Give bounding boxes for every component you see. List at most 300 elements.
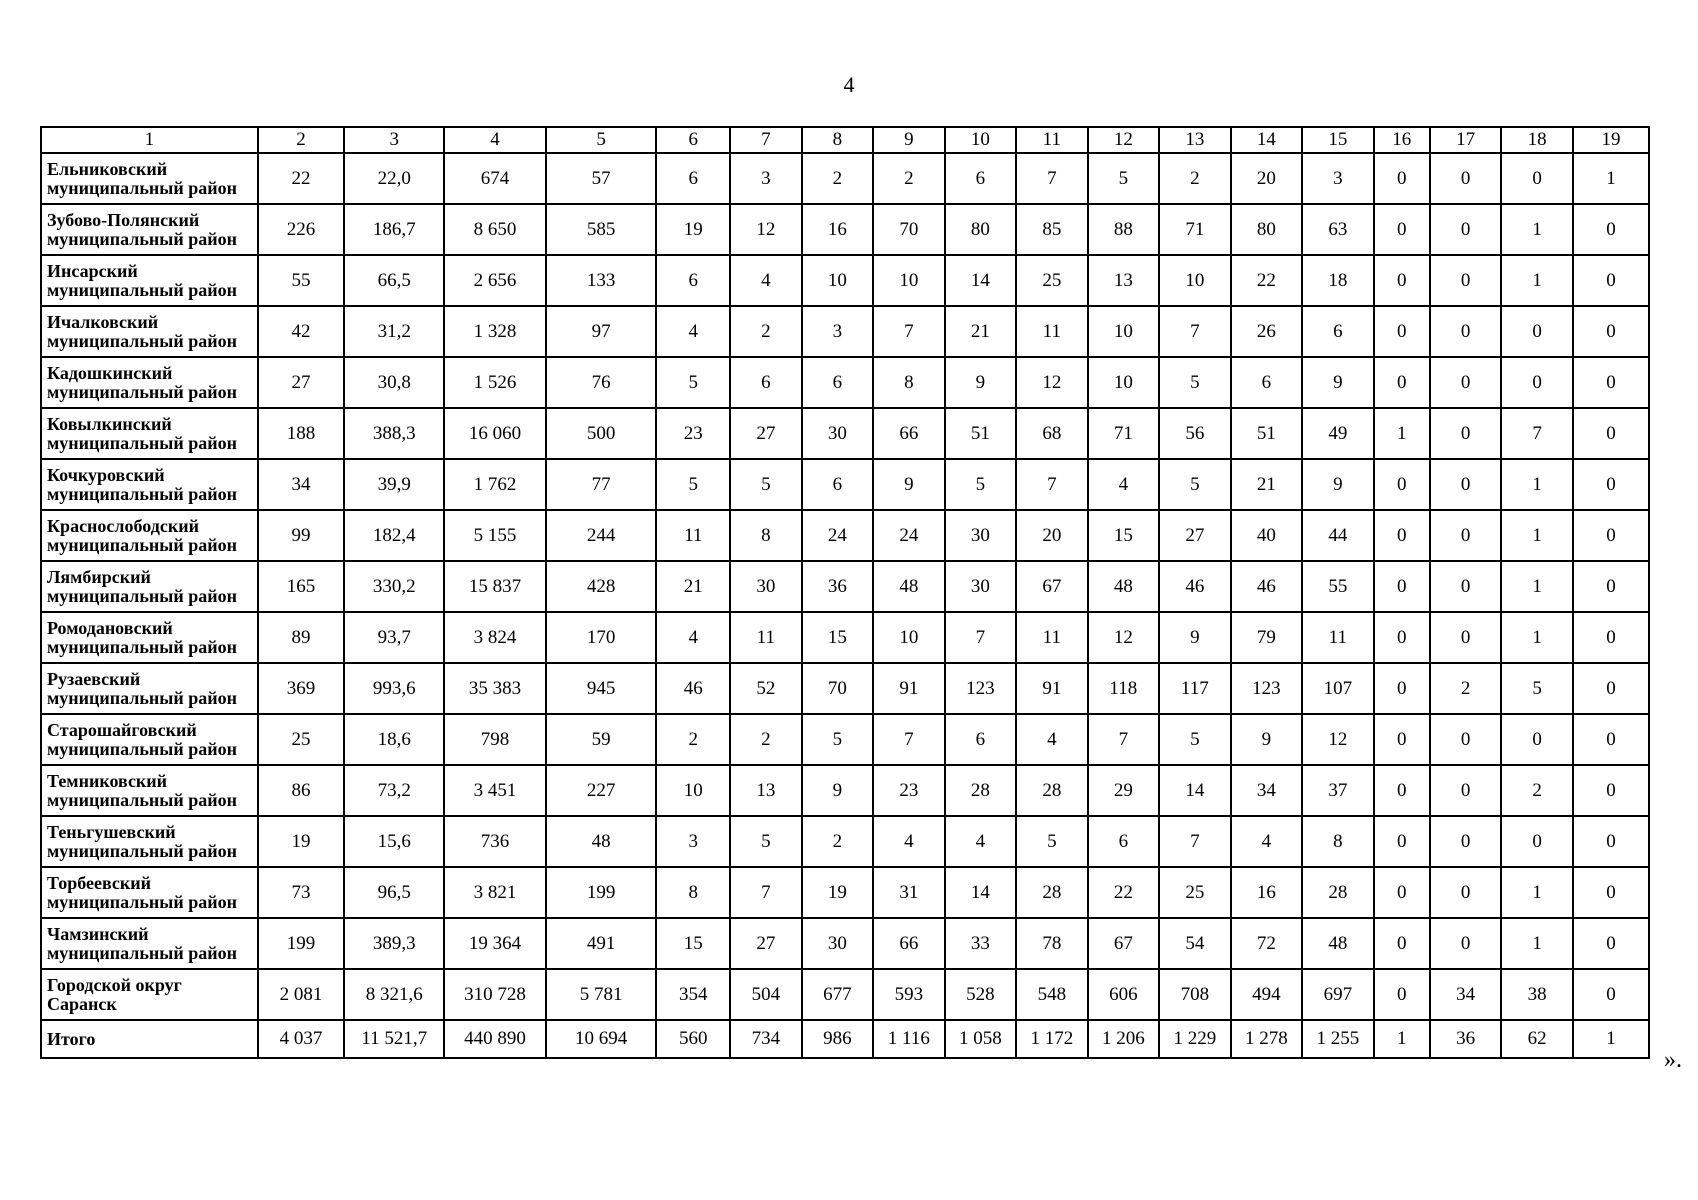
- table-cell-col-8: 5: [802, 714, 874, 765]
- district-name-line1: Лямбирский: [47, 566, 151, 587]
- table-cell-col-19: 0: [1573, 918, 1649, 969]
- table-cell-col-10: 6: [945, 153, 1017, 204]
- total-cell-col-11: 1 172: [1016, 1020, 1088, 1058]
- table-cell-col-2: 188: [258, 408, 345, 459]
- table-cell-col-12: 5: [1088, 153, 1160, 204]
- table-cell-col-4: 1 328: [444, 306, 546, 357]
- table-cell-col-19: 0: [1573, 357, 1649, 408]
- column-header-7: 7: [730, 127, 802, 153]
- table-cell-col-8: 19: [802, 867, 874, 918]
- table-cell-col-18: 0: [1501, 153, 1573, 204]
- column-header-4: 4: [444, 127, 546, 153]
- district-name-cell: [41, 714, 258, 765]
- district-name-line2: муниципальный район: [47, 840, 237, 861]
- table-cell-col-8: 2: [802, 816, 874, 867]
- table-cell-col-14: 123: [1231, 663, 1303, 714]
- table-row: [41, 510, 1649, 561]
- table-cell-col-15: 6: [1302, 306, 1374, 357]
- table-cell-col-8: 70: [802, 663, 874, 714]
- total-cell-col-12: 1 206: [1088, 1020, 1160, 1058]
- table-cell-col-13: 56: [1159, 408, 1231, 459]
- table-cell-col-8: 10: [802, 255, 874, 306]
- table-cell-col-15: 55: [1302, 561, 1374, 612]
- table-cell-col-12: 71: [1088, 408, 1160, 459]
- table-cell-col-10: 528: [945, 969, 1017, 1020]
- table-cell-col-8: 6: [802, 459, 874, 510]
- table-cell-col-5: 5 781: [546, 969, 657, 1020]
- total-cell-col-15: 1 255: [1302, 1020, 1374, 1058]
- district-name-cell: [41, 306, 258, 357]
- table-cell-col-5: 48: [546, 816, 657, 867]
- table-cell-col-16: 0: [1374, 765, 1430, 816]
- table-cell-col-18: 2: [1501, 765, 1573, 816]
- district-name-line1: Кадошкинский: [47, 362, 173, 383]
- district-name-line1: Старошайговский: [47, 719, 197, 740]
- column-header-11: 11: [1016, 127, 1088, 153]
- district-name-line2: муниципальный район: [47, 891, 237, 912]
- table-cell-col-16: 0: [1374, 714, 1430, 765]
- table-cell-col-16: 0: [1374, 663, 1430, 714]
- district-name-line2: муниципальный район: [47, 330, 237, 351]
- total-cell-col-14: 1 278: [1231, 1020, 1303, 1058]
- table-cell-col-7: 30: [730, 561, 802, 612]
- table-cell-col-12: 88: [1088, 204, 1160, 255]
- table-cell-col-18: 1: [1501, 459, 1573, 510]
- table-cell-col-10: 6: [945, 714, 1017, 765]
- district-name-line1: Инсарский: [47, 260, 138, 281]
- table-cell-col-14: 51: [1231, 408, 1303, 459]
- table-cell-col-16: 0: [1374, 816, 1430, 867]
- district-name-line1: Ромодановский: [47, 617, 173, 638]
- table-cell-col-9: 91: [873, 663, 945, 714]
- table-cell-col-19: 0: [1573, 969, 1649, 1020]
- table-cell-col-3: 96,5: [344, 867, 444, 918]
- table-cell-col-7: 7: [730, 867, 802, 918]
- table-cell-col-4: 674: [444, 153, 546, 204]
- table-cell-col-11: 12: [1016, 357, 1088, 408]
- table-cell-col-10: 51: [945, 408, 1017, 459]
- table-cell-col-7: 5: [730, 459, 802, 510]
- table-cell-col-9: 2: [873, 153, 945, 204]
- table-cell-col-3: 39,9: [344, 459, 444, 510]
- table-cell-col-18: 0: [1501, 357, 1573, 408]
- column-header-15: 15: [1302, 127, 1374, 153]
- table-cell-col-17: 34: [1430, 969, 1502, 1020]
- table-cell-col-19: 0: [1573, 816, 1649, 867]
- table-cell-col-19: 0: [1573, 459, 1649, 510]
- table-cell-col-15: 107: [1302, 663, 1374, 714]
- table-cell-col-4: 3 451: [444, 765, 546, 816]
- table-cell-col-8: 36: [802, 561, 874, 612]
- total-cell-col-7: 734: [730, 1020, 802, 1058]
- table-cell-col-16: 0: [1374, 153, 1430, 204]
- table-cell-col-14: 20: [1231, 153, 1303, 204]
- table-cell-col-6: 6: [656, 153, 730, 204]
- table-cell-col-4: 5 155: [444, 510, 546, 561]
- table-cell-col-17: 0: [1430, 765, 1502, 816]
- table-cell-col-9: 48: [873, 561, 945, 612]
- district-name-line2: муниципальный район: [47, 585, 237, 606]
- table-cell-col-12: 13: [1088, 255, 1160, 306]
- table-cell-col-10: 21: [945, 306, 1017, 357]
- table-cell-col-13: 5: [1159, 714, 1231, 765]
- table-cell-col-6: 19: [656, 204, 730, 255]
- table-cell-col-16: 0: [1374, 459, 1430, 510]
- table-cell-col-7: 13: [730, 765, 802, 816]
- table-cell-col-19: 0: [1573, 867, 1649, 918]
- table-cell-col-2: 369: [258, 663, 345, 714]
- table-cell-col-2: 73: [258, 867, 345, 918]
- district-name-line2: муниципальный район: [47, 483, 237, 504]
- table-cell-col-9: 7: [873, 714, 945, 765]
- table-cell-col-15: 44: [1302, 510, 1374, 561]
- table-cell-col-6: 11: [656, 510, 730, 561]
- table-cell-col-17: 0: [1430, 816, 1502, 867]
- table-cell-col-19: 0: [1573, 714, 1649, 765]
- column-header-18: 18: [1501, 127, 1573, 153]
- table-cell-col-3: 389,3: [344, 918, 444, 969]
- table-cell-col-7: 12: [730, 204, 802, 255]
- column-header-8: 8: [802, 127, 874, 153]
- table-cell-col-11: 11: [1016, 306, 1088, 357]
- table-cell-col-12: 118: [1088, 663, 1160, 714]
- table-cell-col-8: 6: [802, 357, 874, 408]
- table-cell-col-6: 15: [656, 918, 730, 969]
- table-cell-col-9: 31: [873, 867, 945, 918]
- district-name-cell: [41, 204, 258, 255]
- table-cell-col-2: 22: [258, 153, 345, 204]
- table-cell-col-16: 1: [1374, 408, 1430, 459]
- table-cell-col-11: 11: [1016, 612, 1088, 663]
- district-name-line2: муниципальный район: [47, 177, 237, 198]
- table-cell-col-12: 67: [1088, 918, 1160, 969]
- table-cell-col-15: 9: [1302, 357, 1374, 408]
- table-cell-col-8: 15: [802, 612, 874, 663]
- total-label-cell: Итого: [41, 1020, 258, 1058]
- table-cell-col-10: 123: [945, 663, 1017, 714]
- table-cell-col-3: 993,6: [344, 663, 444, 714]
- table-row: [41, 204, 1649, 255]
- column-header-13: 13: [1159, 127, 1231, 153]
- district-name-line1: Городской округ: [47, 974, 182, 995]
- district-name-cell: [41, 510, 258, 561]
- table-cell-col-7: 6: [730, 357, 802, 408]
- table-cell-col-9: 66: [873, 918, 945, 969]
- table-cell-col-3: 15,6: [344, 816, 444, 867]
- district-name-line1: Торбеевский: [47, 872, 151, 893]
- table-cell-col-10: 30: [945, 510, 1017, 561]
- table-row: [41, 663, 1649, 714]
- table-cell-col-9: 10: [873, 255, 945, 306]
- district-name-line1: Краснослободский: [47, 515, 199, 536]
- table-cell-col-8: 30: [802, 918, 874, 969]
- table-cell-col-11: 548: [1016, 969, 1088, 1020]
- table-cell-col-18: 1: [1501, 561, 1573, 612]
- table-cell-col-18: 1: [1501, 510, 1573, 561]
- column-header-6: 6: [656, 127, 730, 153]
- district-name-line1: Кочкуровский: [47, 464, 165, 485]
- table-cell-col-17: 0: [1430, 204, 1502, 255]
- table-cell-col-3: 22,0: [344, 153, 444, 204]
- district-name-line1: Рузаевский: [47, 668, 141, 689]
- district-name-line2: муниципальный район: [47, 381, 237, 402]
- table-cell-col-4: 3 824: [444, 612, 546, 663]
- table-cell-col-19: 0: [1573, 306, 1649, 357]
- table-cell-col-11: 5: [1016, 816, 1088, 867]
- table-cell-col-9: 7: [873, 306, 945, 357]
- table-row: [41, 561, 1649, 612]
- table-cell-col-9: 8: [873, 357, 945, 408]
- table-cell-col-8: 3: [802, 306, 874, 357]
- table-cell-col-13: 25: [1159, 867, 1231, 918]
- table-cell-col-10: 4: [945, 816, 1017, 867]
- table-cell-col-14: 26: [1231, 306, 1303, 357]
- table-header-row: [41, 127, 1649, 153]
- table-cell-col-15: 697: [1302, 969, 1374, 1020]
- district-name-line1: Ковылкинский: [47, 413, 172, 434]
- table-cell-col-2: 55: [258, 255, 345, 306]
- table-cell-col-5: 199: [546, 867, 657, 918]
- table-cell-col-16: 0: [1374, 306, 1430, 357]
- column-header-16: 16: [1374, 127, 1430, 153]
- table-cell-col-3: 18,6: [344, 714, 444, 765]
- table-cell-col-6: 8: [656, 867, 730, 918]
- table-cell-col-6: 10: [656, 765, 730, 816]
- table-cell-col-13: 14: [1159, 765, 1231, 816]
- total-cell-col-2: 4 037: [258, 1020, 345, 1058]
- table-cell-col-11: 28: [1016, 867, 1088, 918]
- table-cell-col-15: 3: [1302, 153, 1374, 204]
- table-cell-col-17: 0: [1430, 918, 1502, 969]
- table-cell-col-10: 7: [945, 612, 1017, 663]
- table-cell-col-17: 0: [1430, 561, 1502, 612]
- table-cell-col-6: 4: [656, 306, 730, 357]
- table-cell-col-3: 388,3: [344, 408, 444, 459]
- table-cell-col-16: 0: [1374, 969, 1430, 1020]
- table-cell-col-15: 28: [1302, 867, 1374, 918]
- table-cell-col-7: 2: [730, 714, 802, 765]
- table-cell-col-19: 0: [1573, 612, 1649, 663]
- table-cell-col-11: 4: [1016, 714, 1088, 765]
- district-name-cell: [41, 153, 258, 204]
- table-cell-col-5: 59: [546, 714, 657, 765]
- district-name-line2: муниципальный район: [47, 942, 237, 963]
- table-cell-col-10: 80: [945, 204, 1017, 255]
- table-cell-col-15: 11: [1302, 612, 1374, 663]
- table-cell-col-15: 63: [1302, 204, 1374, 255]
- table-cell-col-3: 330,2: [344, 561, 444, 612]
- table-cell-col-14: 22: [1231, 255, 1303, 306]
- table-cell-col-11: 78: [1016, 918, 1088, 969]
- table-cell-col-11: 85: [1016, 204, 1088, 255]
- table-cell-col-6: 4: [656, 612, 730, 663]
- district-name-line2: муниципальный район: [47, 687, 237, 708]
- table-cell-col-4: 19 364: [444, 918, 546, 969]
- table-cell-col-14: 46: [1231, 561, 1303, 612]
- table-cell-col-11: 7: [1016, 153, 1088, 204]
- table-cell-col-17: 0: [1430, 255, 1502, 306]
- table-cell-col-16: 0: [1374, 867, 1430, 918]
- table-cell-col-6: 3: [656, 816, 730, 867]
- total-cell-col-8: 986: [802, 1020, 874, 1058]
- total-cell-col-10: 1 058: [945, 1020, 1017, 1058]
- district-name-line2: муниципальный район: [47, 636, 237, 657]
- table-cell-col-4: 736: [444, 816, 546, 867]
- table-row: [41, 408, 1649, 459]
- table-cell-col-11: 20: [1016, 510, 1088, 561]
- table-cell-col-14: 40: [1231, 510, 1303, 561]
- table-cell-col-12: 12: [1088, 612, 1160, 663]
- total-cell-col-13: 1 229: [1159, 1020, 1231, 1058]
- closing-quote-mark: ».: [1664, 1047, 1682, 1073]
- table-cell-col-6: 23: [656, 408, 730, 459]
- total-cell-col-16: 1: [1374, 1020, 1430, 1058]
- column-header-12: 12: [1088, 127, 1160, 153]
- table-cell-col-13: 10: [1159, 255, 1231, 306]
- table-cell-col-13: 117: [1159, 663, 1231, 714]
- table-row: [41, 306, 1649, 357]
- table-cell-col-9: 24: [873, 510, 945, 561]
- table-cell-col-12: 4: [1088, 459, 1160, 510]
- district-name-line1: Чамзинский: [47, 923, 149, 944]
- table-cell-col-8: 9: [802, 765, 874, 816]
- table-cell-col-2: 25: [258, 714, 345, 765]
- table-cell-col-7: 27: [730, 918, 802, 969]
- table-cell-col-10: 14: [945, 255, 1017, 306]
- table-cell-col-12: 29: [1088, 765, 1160, 816]
- table-cell-col-5: 585: [546, 204, 657, 255]
- table-cell-col-18: 0: [1501, 714, 1573, 765]
- table-cell-col-17: 0: [1430, 357, 1502, 408]
- table-cell-col-14: 9: [1231, 714, 1303, 765]
- column-header-3: 3: [344, 127, 444, 153]
- table-cell-col-15: 49: [1302, 408, 1374, 459]
- table-cell-col-18: 0: [1501, 816, 1573, 867]
- table-cell-col-4: 16 060: [444, 408, 546, 459]
- table-cell-col-18: 1: [1501, 867, 1573, 918]
- table-cell-col-16: 0: [1374, 561, 1430, 612]
- table-cell-col-13: 46: [1159, 561, 1231, 612]
- total-cell-col-17: 36: [1430, 1020, 1502, 1058]
- district-name-line2: муниципальный район: [47, 738, 237, 759]
- table-cell-col-2: 27: [258, 357, 345, 408]
- district-name-line1: Ичалковский: [47, 311, 159, 332]
- table-cell-col-5: 57: [546, 153, 657, 204]
- table-cell-col-6: 46: [656, 663, 730, 714]
- district-name-cell: [41, 969, 258, 1020]
- table-cell-col-18: 7: [1501, 408, 1573, 459]
- table-cell-col-18: 1: [1501, 918, 1573, 969]
- table-row: [41, 867, 1649, 918]
- table-cell-col-4: 310 728: [444, 969, 546, 1020]
- table-cell-col-12: 606: [1088, 969, 1160, 1020]
- total-cell-col-5: 10 694: [546, 1020, 657, 1058]
- table-cell-col-14: 79: [1231, 612, 1303, 663]
- table-cell-col-10: 14: [945, 867, 1017, 918]
- district-name-cell: [41, 918, 258, 969]
- table-cell-col-7: 27: [730, 408, 802, 459]
- table-cell-col-2: 42: [258, 306, 345, 357]
- table-cell-col-10: 30: [945, 561, 1017, 612]
- table-cell-col-16: 0: [1374, 510, 1430, 561]
- table-cell-col-3: 30,8: [344, 357, 444, 408]
- table-row: [41, 153, 1649, 204]
- table-cell-col-5: 133: [546, 255, 657, 306]
- table-cell-col-6: 354: [656, 969, 730, 1020]
- table-cell-col-5: 428: [546, 561, 657, 612]
- table-cell-col-13: 5: [1159, 357, 1231, 408]
- table-cell-col-13: 71: [1159, 204, 1231, 255]
- table-cell-col-13: 27: [1159, 510, 1231, 561]
- district-name-line1: Теньгушевский: [47, 821, 176, 842]
- table-cell-col-16: 0: [1374, 357, 1430, 408]
- table-cell-col-7: 52: [730, 663, 802, 714]
- table-cell-col-10: 5: [945, 459, 1017, 510]
- table-cell-col-11: 68: [1016, 408, 1088, 459]
- total-cell-col-4: 440 890: [444, 1020, 546, 1058]
- table-cell-col-10: 28: [945, 765, 1017, 816]
- table-cell-col-13: 7: [1159, 816, 1231, 867]
- table-cell-col-17: 0: [1430, 306, 1502, 357]
- district-name-line2: муниципальный район: [47, 279, 237, 300]
- table-cell-col-17: 0: [1430, 612, 1502, 663]
- table-cell-col-15: 18: [1302, 255, 1374, 306]
- column-header-19: 19: [1573, 127, 1649, 153]
- table-cell-col-12: 22: [1088, 867, 1160, 918]
- table-cell-col-5: 500: [546, 408, 657, 459]
- table-cell-col-10: 9: [945, 357, 1017, 408]
- table-cell-col-4: 15 837: [444, 561, 546, 612]
- table-cell-col-17: 0: [1430, 867, 1502, 918]
- table-cell-col-8: 2: [802, 153, 874, 204]
- total-cell-col-9: 1 116: [873, 1020, 945, 1058]
- table-cell-col-9: 9: [873, 459, 945, 510]
- table-cell-col-2: 199: [258, 918, 345, 969]
- table-cell-col-12: 10: [1088, 306, 1160, 357]
- page-number: 4: [843, 72, 855, 97]
- table-row: [41, 969, 1649, 1020]
- district-name-line1: Темниковский: [47, 770, 168, 791]
- table-cell-col-9: 23: [873, 765, 945, 816]
- table-row: [41, 357, 1649, 408]
- district-name-cell: [41, 459, 258, 510]
- table-cell-col-5: 227: [546, 765, 657, 816]
- table-total-row: [41, 1020, 1649, 1058]
- table-cell-col-19: 0: [1573, 561, 1649, 612]
- table-cell-col-4: 1 526: [444, 357, 546, 408]
- table-cell-col-10: 33: [945, 918, 1017, 969]
- table-cell-col-9: 66: [873, 408, 945, 459]
- statistics-table: [40, 126, 1650, 1059]
- column-header-14: 14: [1231, 127, 1303, 153]
- table-row: [41, 255, 1649, 306]
- table-cell-col-2: 86: [258, 765, 345, 816]
- district-name-cell: [41, 408, 258, 459]
- table-cell-col-5: 945: [546, 663, 657, 714]
- column-header-5: 5: [546, 127, 657, 153]
- district-name-line2: Саранск: [47, 993, 117, 1014]
- table-cell-col-8: 24: [802, 510, 874, 561]
- table-cell-col-19: 0: [1573, 510, 1649, 561]
- table-cell-col-15: 9: [1302, 459, 1374, 510]
- table-cell-col-3: 8 321,6: [344, 969, 444, 1020]
- table-cell-col-16: 0: [1374, 612, 1430, 663]
- column-header-9: 9: [873, 127, 945, 153]
- table-cell-col-5: 170: [546, 612, 657, 663]
- table-cell-col-14: 72: [1231, 918, 1303, 969]
- table-cell-col-12: 48: [1088, 561, 1160, 612]
- district-name-cell: [41, 816, 258, 867]
